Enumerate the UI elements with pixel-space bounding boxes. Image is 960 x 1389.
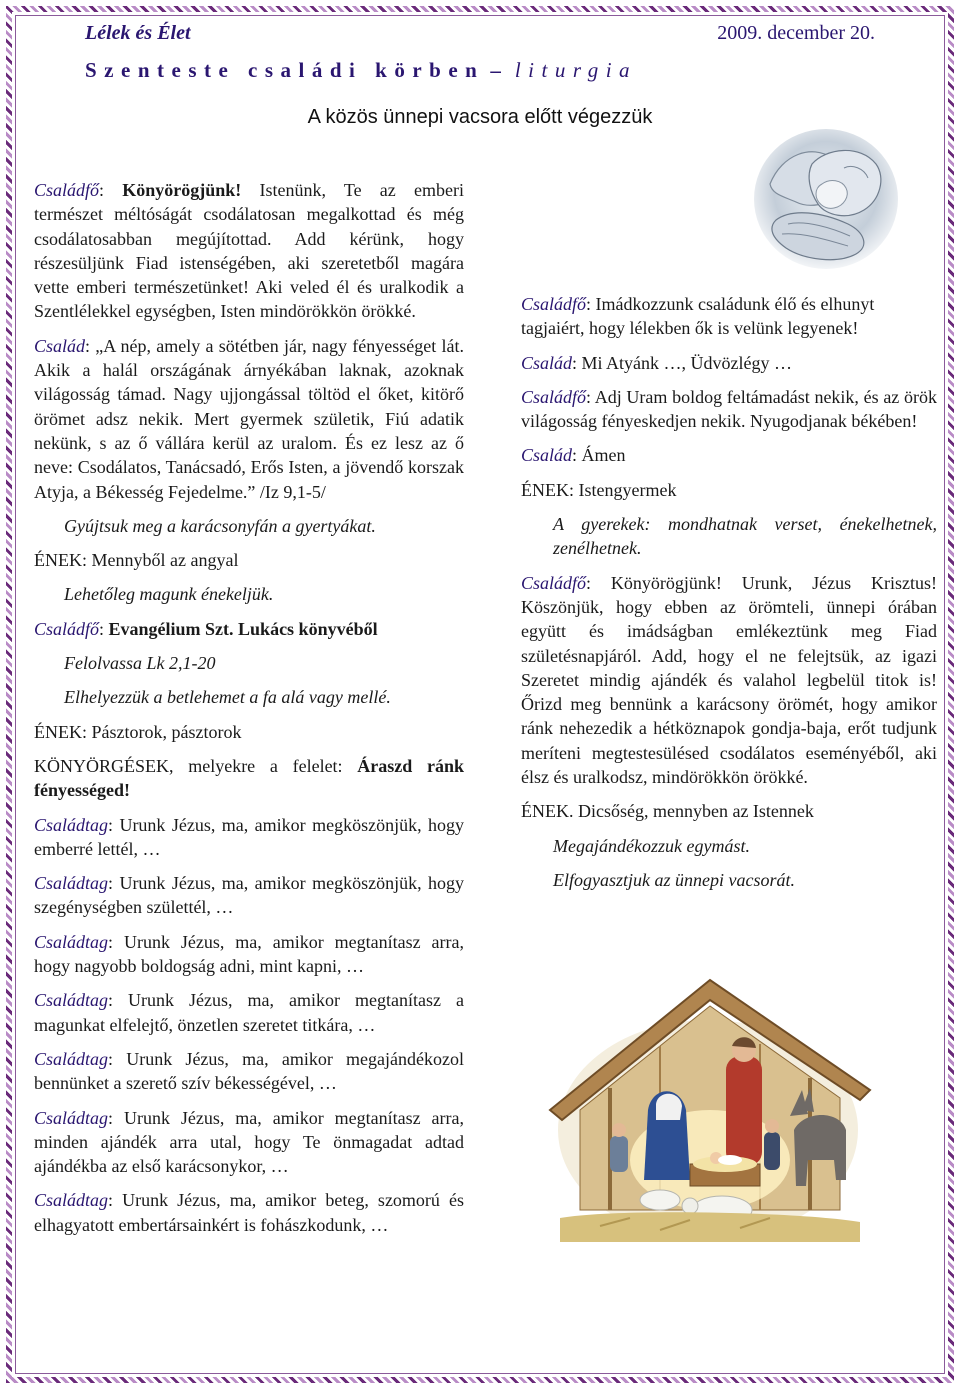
praying-hands-illustration bbox=[752, 124, 900, 274]
left-column bbox=[34, 178, 464, 1247]
song-1: ÉNEK: Mennyből az angyal bbox=[34, 550, 239, 571]
right-column bbox=[521, 292, 937, 902]
instruction-candles: Gyújtsuk meg a karácsonyfán a gyertyákat. bbox=[64, 515, 376, 536]
petitions-intro: KÖNYÖRGÉSEK, melyekre a felelet: Áraszd ránk fényességed! bbox=[34, 755, 464, 801]
petition-item: Családtag: Urunk Jézus, ma, amikor megajándékozol bennünket a szerető szív békességével, … bbox=[34, 1048, 464, 1094]
nativity-scene-illustration bbox=[540, 960, 876, 1258]
song-2: ÉNEK: Pásztorok, pásztorok bbox=[34, 721, 242, 742]
instruction-dinner: Elfogyasztjuk az ünnepi vacsorát. bbox=[553, 869, 795, 890]
page-subtitle: A közös ünnepi vacsora előtt végezzük bbox=[307, 106, 653, 128]
instruction-reading: Felolvassa Lk 2,1-20 bbox=[64, 653, 216, 674]
family-reading: Család: „A nép, amely a sötétben jár, nagy fényességet lát. Akik a halál országának árnyékában laknak, azoknak világosság támad. Nagy ujjongással töltöd el őket, kitörő örömet adsz nekik. Mert gyermek születik, Fiú adatik nekünk, s az ő vállára kerül az uralom. És ez lesz az ő neve: Csodálatos, Tanácsadó, Erős Isten, a jövendő korszak Atyja, a Békesség Fejedelme.” /Iz 9,1-5/ bbox=[34, 335, 464, 502]
petition-item: Családtag: Urunk Jézus, ma, amikor megtanítasz arra, hogy nagyobb boldogság adni, mint kapni, … bbox=[34, 931, 464, 977]
closing-prayer: Családfő: Könyörögjünk! Urunk, Jézus Krisztus! Köszönjük, hogy ebben az örömteli, ünnepi órában együtt és imádságban emlékeztünk meg Fiad születésnapjáról. Add, hogy el ne felejtsük, az igazi Szeretet mindig ajándék és valahol legbelül titok is! Őrizd meg bennünk a karácsony örömét, hogy amikor ránk nehezedik a hétköznapok gondja-baja, erőt tudjunk meríteni megtestesülésed csodálatos eseményéből, aki élsz és uralkodsz, mindörökkön örökké. bbox=[521, 572, 937, 788]
petition-item: Családtag: Urunk Jézus, ma, amikor megköszönjük, hogy szegénységben születtél, … bbox=[34, 873, 464, 918]
instruction-nativity: Elhelyezzük a betlehemet a fa alá vagy mellé. bbox=[64, 687, 391, 708]
song-3: ÉNEK: Istengyermek bbox=[521, 479, 677, 500]
page-title bbox=[85, 58, 637, 83]
family-amen: Család: Ámen bbox=[521, 445, 626, 466]
opening-prayer: Családfő: Könyörögjünk! Istenünk, Te az emberi természet méltóságát csodálatosan megalkottad és még csodálatosabban megújítottad. Add kérünk, hogy részesüljünk Fiad istenségében, aki szeretetből magára vette emberi természetünket! Aki veled él és uralkodik a Szentlélekkel egységben, Isten mindörökkön örökké. bbox=[34, 180, 464, 322]
gospel-heading: Családfő: Evangélium Szt. Lukács könyvéből bbox=[34, 618, 378, 639]
petition-item: Családtag: Urunk Jézus, ma, amikor megköszönjük, hogy emberré lettél, … bbox=[34, 814, 464, 859]
family-our-father: Család: Mi Atyánk …, Üdvözlégy … bbox=[521, 352, 792, 373]
petition-item: Családtag: Urunk Jézus, ma, amikor megtanítasz a magunkat elfelejtő, önzetlen szeretet titkára, … bbox=[34, 990, 464, 1035]
song-4: ÉNEK. Dicsőség, mennyben az Istennek bbox=[521, 801, 814, 822]
issue-date: 2009. december 20. bbox=[717, 22, 875, 44]
instruction-singing: Lehetőleg magunk énekeljük. bbox=[64, 584, 274, 605]
publication-name: Lélek és Élet bbox=[85, 22, 191, 44]
children-activity: A gyerekek: mondhatnak verset, énekelhetnek, zenélhetnek. bbox=[553, 514, 937, 559]
title-liturgy: liturgia bbox=[514, 58, 638, 82]
title-dash: – bbox=[490, 58, 501, 82]
petition-item: Családtag: Urunk Jézus, ma, amikor megtanítasz arra, minden ajándék arra utal, hogy Te önmagadat adtad ajándékba az első karácsonykor, … bbox=[34, 1107, 464, 1177]
title-main: Szenteste családi körben bbox=[85, 58, 485, 82]
prayer-rest: Családfő: Adj Uram boldog feltámadást nekik, és az örök világosság fényeskedjen nekik. Nyugodjanak békében! bbox=[521, 386, 937, 432]
petition-item: Családtag: Urunk Jézus, ma, amikor beteg, szomorú és elhagyatott embertársainkért is fohászkodunk, … bbox=[34, 1190, 464, 1235]
instruction-gifts: Megajándékozzuk egymást. bbox=[553, 835, 750, 856]
prayer-departed: Családfő: Imádkozzunk családunk élő és elhunyt tagjaiért, hogy lélekben ők is velünk legyenek! bbox=[521, 294, 875, 339]
